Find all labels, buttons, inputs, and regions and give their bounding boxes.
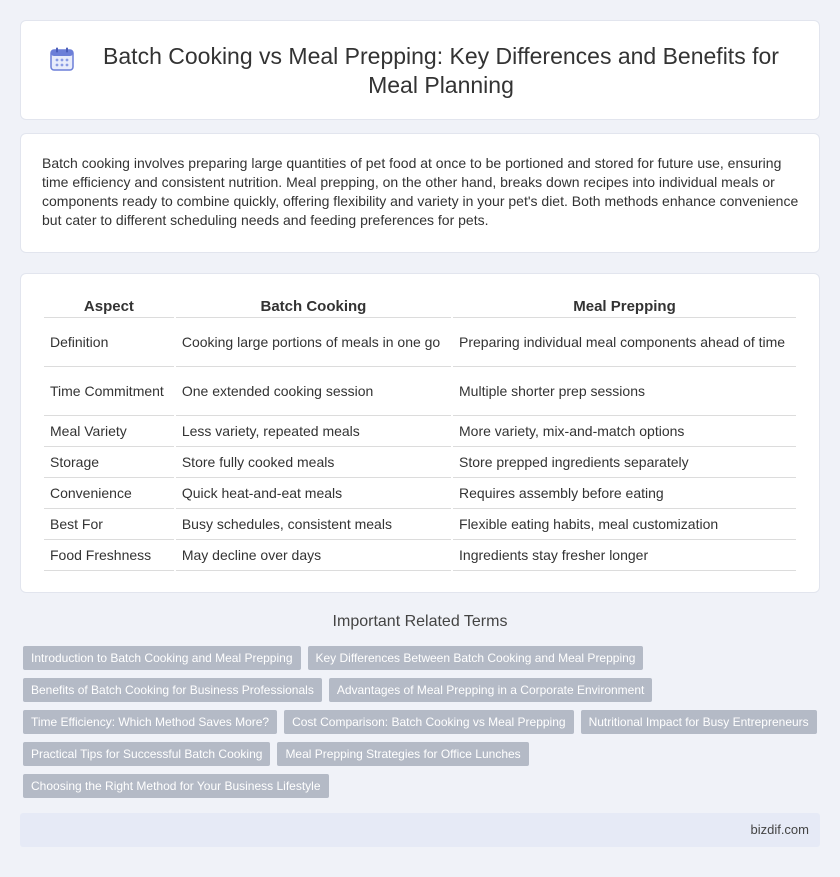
- header-aspect: Aspect: [44, 296, 174, 318]
- table-header-row: [44, 296, 796, 318]
- table-cell: Multiple shorter prep sessions: [453, 367, 796, 416]
- related-term-tag[interactable]: Introduction to Batch Cooking and Meal Prepping: [23, 646, 301, 670]
- related-term-tag[interactable]: Advantages of Meal Prepping in a Corporate Environment: [329, 678, 653, 702]
- table-row: [44, 318, 796, 367]
- related-terms-list: [23, 646, 823, 798]
- related-term-tag[interactable]: Practical Tips for Successful Batch Cooking: [23, 742, 270, 766]
- table-row: [44, 447, 796, 478]
- table-cell: Convenience: [44, 478, 174, 509]
- table-cell: Food Freshness: [44, 540, 174, 571]
- header-meal-prepping: Meal Prepping: [453, 296, 796, 318]
- table-cell: Store fully cooked meals: [176, 447, 451, 478]
- related-term-tag[interactable]: Meal Prepping Strategies for Office Lunches: [277, 742, 528, 766]
- table-cell: Store prepped ingredients separately: [453, 447, 796, 478]
- table-cell: May decline over days: [176, 540, 451, 571]
- table-row: [44, 367, 796, 416]
- table-cell: More variety, mix-and-match options: [453, 416, 796, 447]
- intro-paragraph: Batch cooking involves preparing large quantities of pet food at once to be portioned and stored for future use, ensuring time efficiency and consistent nutrition. Meal prepping, on the other hand, breaks down recipes into individual meals or components ready to combine quickly, offering flexibility and variety in your pet's diet. Both methods enhance convenience but cater to different scheduling needs and feeding preferences for pets.: [42, 155, 799, 228]
- comparison-card: [20, 273, 820, 593]
- table-cell: Requires assembly before eating: [453, 478, 796, 509]
- table-cell: Flexible eating habits, meal customization: [453, 509, 796, 540]
- table-cell: One extended cooking session: [176, 367, 451, 416]
- table-cell: Time Commitment: [44, 367, 174, 416]
- table-cell: Less variety, repeated meals: [176, 416, 451, 447]
- header-card: [20, 20, 820, 120]
- table-cell: Busy schedules, consistent meals: [176, 509, 451, 540]
- table-cell: Storage: [44, 447, 174, 478]
- related-term-tag[interactable]: Time Efficiency: Which Method Saves More?: [23, 710, 277, 734]
- page-title: Batch Cooking vs Meal Prepping: Key Differences and Benefits for Meal Planning: [103, 43, 779, 98]
- table-cell: Ingredients stay fresher longer: [453, 540, 796, 571]
- table-cell: Best For: [44, 509, 174, 540]
- related-terms-title: Important Related Terms: [332, 613, 508, 630]
- header-batch-cooking: Batch Cooking: [176, 296, 451, 318]
- table-row: [44, 509, 796, 540]
- table-cell: Cooking large portions of meals in one go: [176, 318, 451, 367]
- related-term-tag[interactable]: Cost Comparison: Batch Cooking vs Meal Prepping: [284, 710, 573, 734]
- intro-card: [20, 133, 820, 253]
- table-cell: Quick heat-and-eat meals: [176, 478, 451, 509]
- related-term-tag[interactable]: Nutritional Impact for Busy Entrepreneurs: [581, 710, 817, 734]
- related-term-tag[interactable]: Benefits of Batch Cooking for Business Professionals: [23, 678, 322, 702]
- table-cell: Meal Variety: [44, 416, 174, 447]
- table-row: [44, 416, 796, 447]
- footer-bar: [20, 813, 820, 847]
- related-term-tag[interactable]: Key Differences Between Batch Cooking and Meal Prepping: [308, 646, 644, 670]
- table-cell: Definition: [44, 318, 174, 367]
- related-term-tag[interactable]: Choosing the Right Method for Your Business Lifestyle: [23, 774, 329, 798]
- table-row: [44, 540, 796, 571]
- table-cell: Preparing individual meal components ahead of time: [453, 318, 796, 367]
- comparison-table: [42, 296, 798, 571]
- title-wrap: [21, 21, 821, 121]
- footer-site-link[interactable]: bizdif.com: [750, 822, 809, 837]
- table-row: [44, 478, 796, 509]
